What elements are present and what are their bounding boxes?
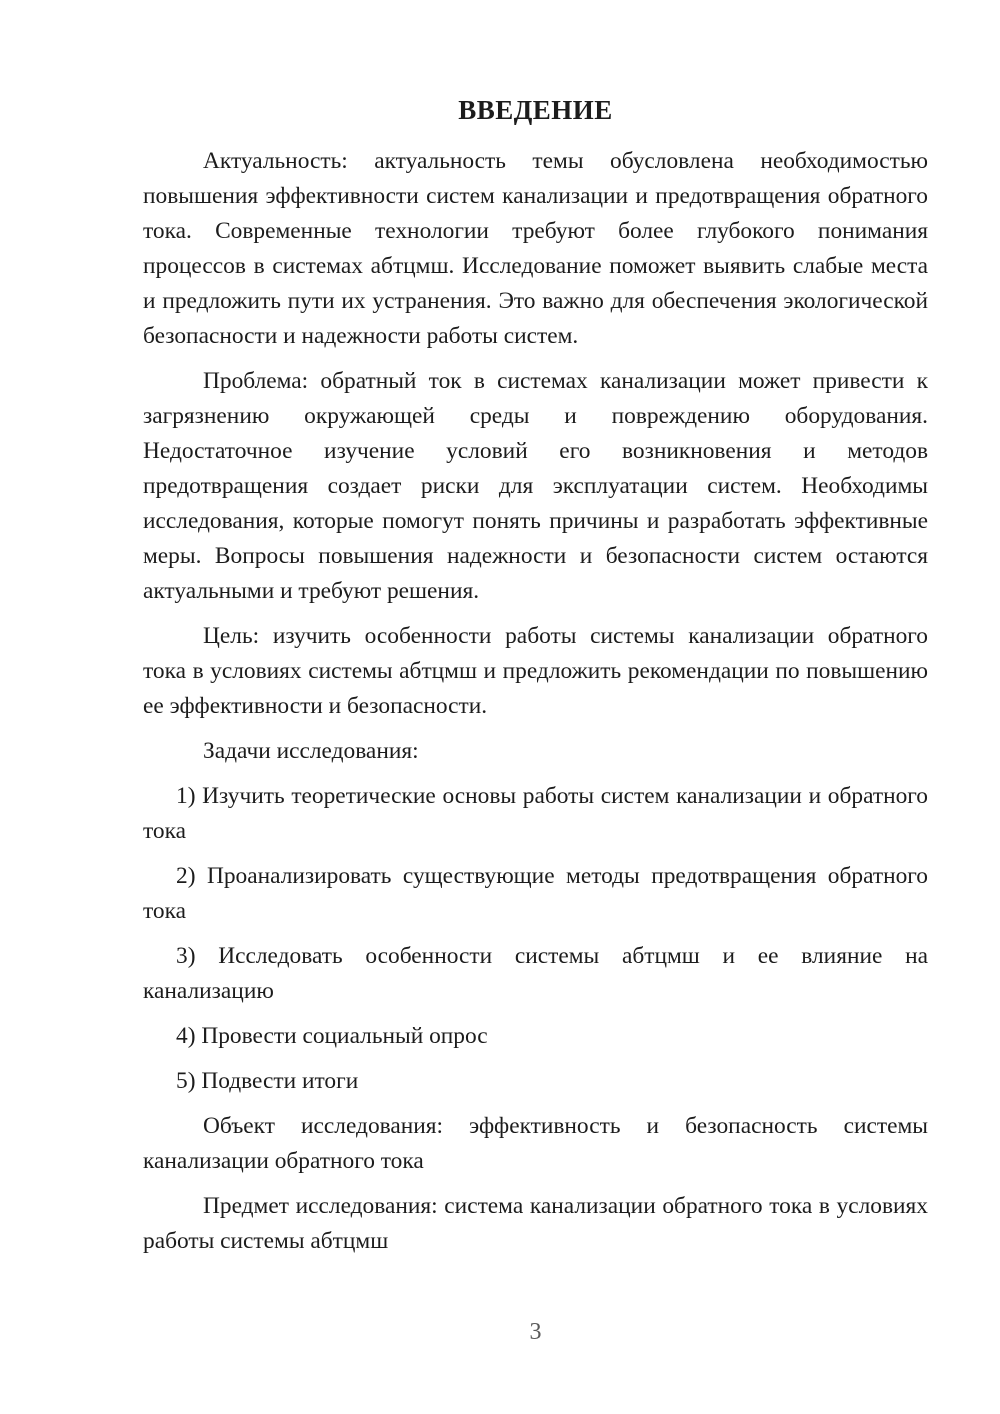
- task-item-5: 5) Подвести итоги: [176, 1068, 359, 1094]
- page-title: ВВЕДЕНИЕ: [458, 95, 613, 125]
- tasks-heading: Задачи исследования:: [203, 738, 419, 764]
- task-item-1: 1) Изучить теоретические основы работы систем канализации и обратного тока: [143, 783, 928, 844]
- paragraph-goal: Цель: изучить особенности работы системы канализации обратного тока в условиях системы абтцмш и предложить рекомендации по повышению ее эффективности и безопасности.: [143, 623, 928, 719]
- paragraph-problem: Проблема: обратный ток в системах канализации может привести к загрязнению окружающей среды и повреждению оборудования. Недостаточное изучение условий его возникновения и методов предотвращения создает риски для эксплуатации систем. Необходимы исследования, которые помогут понять причины и разработать эффективные меры. Вопросы повышения надежности и безопасности систем остаются актуальными и требуют решения.: [143, 368, 928, 604]
- paragraph-relevance: Актуальность: актуальность темы обусловлена необходимостью повышения эффективности систем канализации и предотвращения обратного тока. Современные технологии требуют более глубокого понимания процессов в системах абтцмш. Исследование поможет выявить слабые места и предложить пути их устранения. Это важно для обеспечения экологической безопасности и надежности работы систем.: [143, 148, 928, 349]
- task-item-2: 2) Проанализировать существующие методы предотвращения обратного тока: [143, 863, 928, 924]
- page-number: 3: [529, 1319, 542, 1345]
- task-item-4: 4) Провести социальный опрос: [176, 1023, 488, 1049]
- paragraph-subject: Предмет исследования: система канализации обратного тока в условиях работы системы абтцмш: [143, 1193, 928, 1254]
- paragraph-object: Объект исследования: эффективность и безопасность системы канализации обратного тока: [143, 1113, 928, 1174]
- task-item-3: 3) Исследовать особенности системы абтцмш и ее влияние на канализацию: [143, 943, 928, 1004]
